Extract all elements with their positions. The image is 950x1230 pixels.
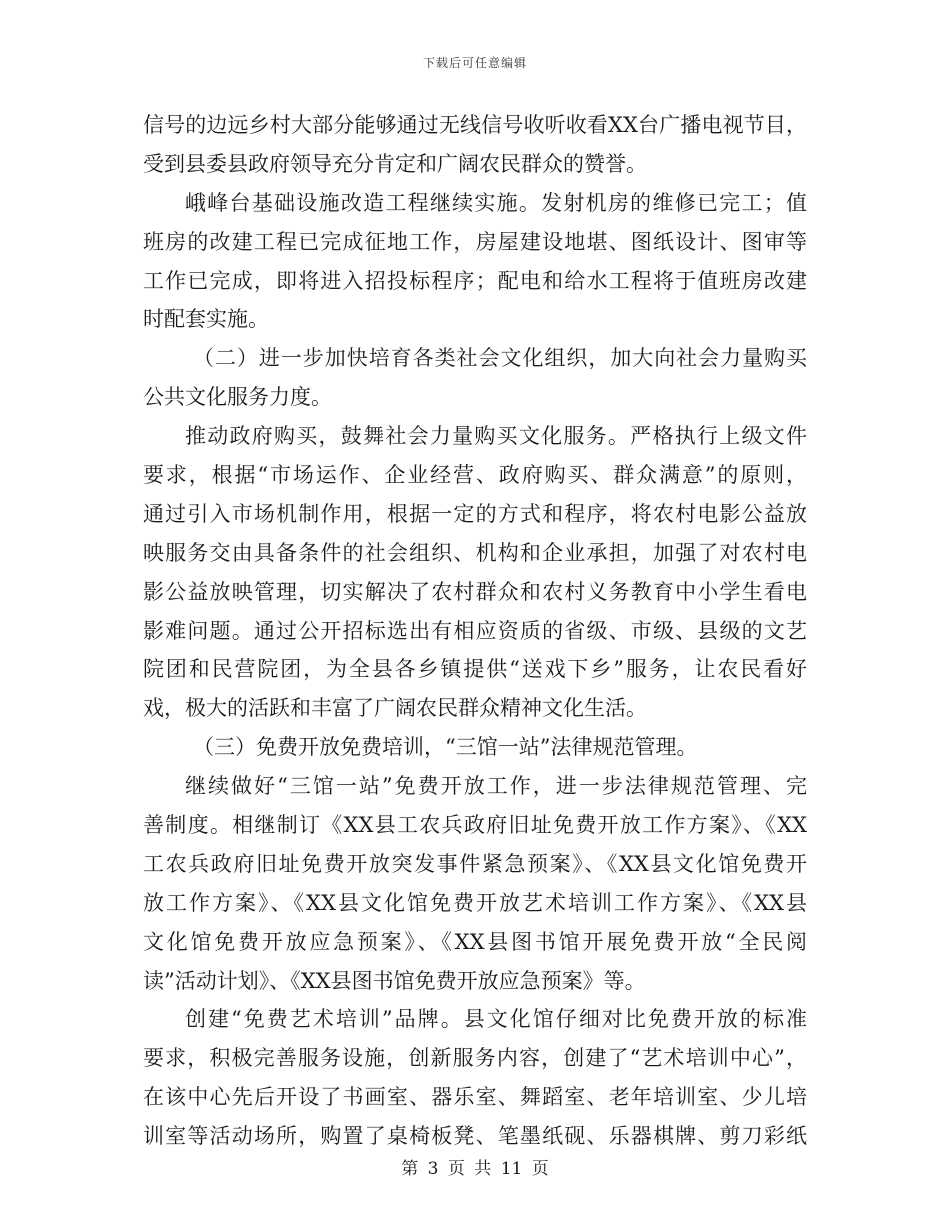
text-line: 影难问题。通过公开招标选出有相应资质的省级、市级、县级的文艺 bbox=[143, 618, 807, 643]
text-line: 峨峰台基础设施改造工程继续实施。发射机房的维修已完工；值 bbox=[185, 190, 807, 215]
text-line: 文化馆免费开放应急预案》、《XX县图书馆开展免费开放“全民阅 bbox=[143, 929, 807, 954]
text-line: 工作已完成，即将进入招投标程序；配电和给水工程将于值班房改建 bbox=[143, 268, 807, 293]
text-line: 班房的改建工程已完成征地工作，房屋建设地堪、图纸设计、图审等 bbox=[143, 229, 807, 254]
text-line: 在该中心先后开设了书画室、器乐室、舞蹈室、老年培训室、少儿培 bbox=[143, 1085, 807, 1110]
text-line: 映服务交由具备条件的社会组织、机构和企业承担，加强了对农村电 bbox=[143, 540, 807, 565]
text-line: 创建“免费艺术培训”品牌。县文化馆仔细对比免费开放的标准 bbox=[185, 1007, 807, 1032]
text-line: 院团和民营院团，为全县各乡镇提供“送戏下乡”服务，让农民看好 bbox=[143, 657, 807, 682]
text-line: 影公益放映管理，切实解决了农村群众和农村义务教育中小学生看电 bbox=[143, 579, 807, 604]
body-text bbox=[143, 106, 807, 1156]
text-line: 信号的边远乡村大部分能够通过无线信号收听收看XX台广播电视节目， bbox=[143, 113, 807, 137]
text-line: 要求，根据“市场运作、企业经营、政府购买、群众满意”的原则， bbox=[143, 463, 807, 488]
page-footer: 第 3 页 共 11 页 bbox=[401, 1159, 549, 1179]
text-line: 继续做好“三馆一站”免费开放工作，进一步法律规范管理、完 bbox=[185, 774, 807, 799]
text-line: 戏，极大的活跃和丰富了广阔农民群众精神文化生活。 bbox=[143, 696, 647, 721]
text-line: 公共文化服务力度。 bbox=[143, 385, 332, 410]
page-header: 下载后可任意编辑 bbox=[422, 56, 527, 70]
text-line: 受到县委县政府领导充分肯定和广阔农民群众的赞誉。 bbox=[143, 151, 647, 176]
text-line: 推动政府购买，鼓舞社会力量购买文化服务。严格执行上级文件 bbox=[185, 424, 807, 449]
text-line: 要求，积极完善服务设施，创新服务内容，创建了“艺术培训中心”， bbox=[143, 1046, 807, 1071]
text-line: 读”活动计划》、《XX县图书馆免费开放应急预案》等。 bbox=[143, 968, 646, 993]
text-line: 通过引入市场机制作用，根据一定的方式和程序，将农村电影公益放 bbox=[143, 501, 807, 526]
text-line: 时配套实施。 bbox=[143, 307, 269, 332]
text-line: 善制度。相继制订《XX县工农兵政府旧址免费开放工作方案》、《XX bbox=[143, 813, 807, 838]
text-line: （二）进一步加快培育各类社会文化组织，加大向社会力量购买 bbox=[193, 346, 807, 371]
text-line: 训室等活动场所，购置了桌椅板凳、笔墨纸砚、乐器棋牌、剪刀彩纸 bbox=[143, 1124, 807, 1149]
text-line: 工农兵政府旧址免费开放突发事件紧急预案》、《XX县文化馆免费开 bbox=[143, 851, 807, 876]
text-line: 放工作方案》、《XX县文化馆免费开放艺术培训工作方案》、《XX县 bbox=[143, 890, 807, 915]
text-line: （三）免费开放免费培训，“三馆一站”法律规范管理。 bbox=[193, 735, 698, 760]
